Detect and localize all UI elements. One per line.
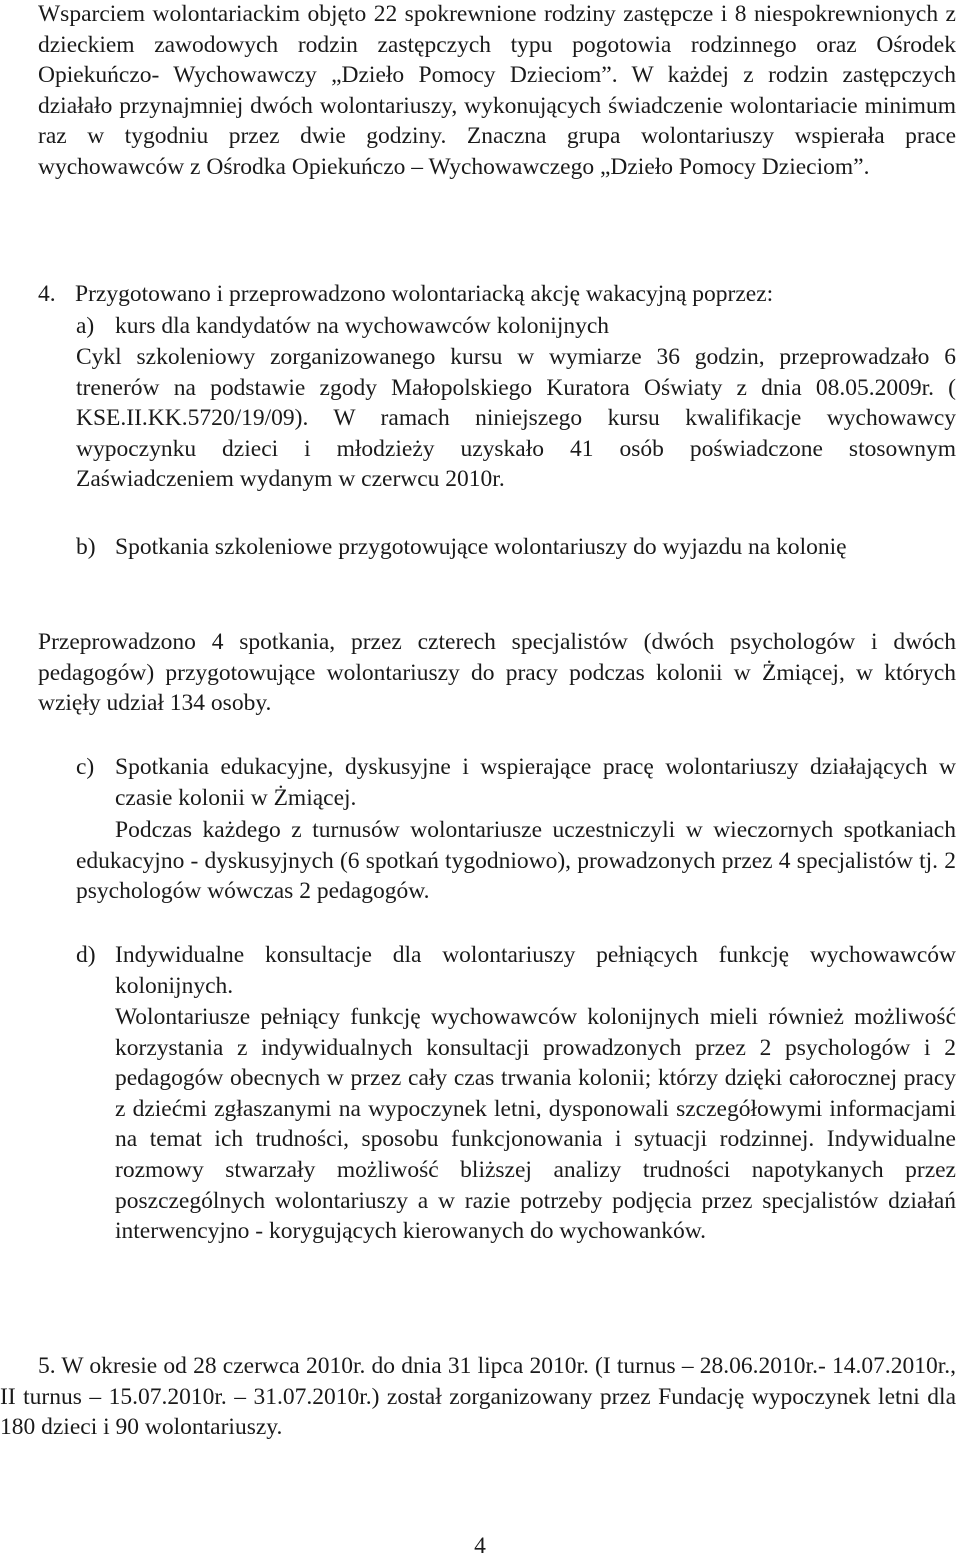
- section-5-text: 5. W okresie od 28 czerwca 2010r. do dnia 31 lipca 2010r. (I turnus – 28.06.2010r.- 14.07.2010r., II turnus – 15.07.2010r. – 31.07.2010r.) został zorganizowany przez Fundację wypoczynek letni dla 180 dzieci i 90 wolontariuszy.: [0, 1353, 956, 1441]
- section-4-number: 4.: [38, 281, 56, 307]
- item-a-heading: [76, 311, 956, 342]
- page-number: 4: [474, 1533, 486, 1559]
- item-c-heading: [76, 752, 956, 813]
- item-d-mark: d): [76, 942, 96, 968]
- item-c-body: Podczas każdego z turnusów wolontariusze uczestniczyli w wieczornych spotkaniach edukacyjno - dyskusyjnych (6 spotkań tygodniowo), prowadzonych przez 4 specjalistów tj. 2 psychologów wówczas 2 pedagogów.: [76, 817, 956, 905]
- section-4-lead: [38, 279, 956, 310]
- item-b-heading-text: Spotkania szkoleniowe przygotowujące wolontariuszy do wyjazdu na kolonię: [115, 534, 847, 560]
- item-a-heading-text: kurs dla kandydatów na wychowawców kolonijnych: [115, 313, 610, 339]
- item-c-mark: c): [76, 754, 95, 780]
- section-4-lead-text: Przygotowano i przeprowadzono wolontariacką akcję wakacyjną poprzez:: [75, 281, 774, 307]
- item-b-body: Przeprowadzono 4 spotkania, przez czterech specjalistów (dwóch psychologów i dwóch pedagogów) przygotowujące wolontariuszy do pracy podczas kolonii w Żmiącej, w których wzięły udział 134 osoby.: [38, 629, 956, 717]
- item-a-mark: a): [76, 313, 95, 339]
- section-5: [0, 1351, 956, 1443]
- section-4: [38, 279, 956, 310]
- item-b-mark: b): [76, 534, 96, 560]
- item-a-body: Cykl szkoleniowy zorganizowanego kursu w wymiarze 36 godzin, przeprowadzało 6 trenerów na podstawie zgody Małopolskiego Kuratora Oświaty z dnia 08.05.2009r. ( KSE.II.KK.5720/19/09). W ramach niniejszego kursu kwalifikacje wychowawcy wypoczynku dzieci i młodzieży uzyskało 41 osób poświadczone stosownym Zaświadczeniem wydanym w czerwcu 2010r.: [76, 344, 956, 493]
- item-d-heading-text: Indywidualne konsultacje dla wolontariuszy pełniących funkcję wychowawców kolonijnych.: [115, 942, 956, 999]
- item-b-heading: [76, 532, 956, 563]
- item-d-body: Wolontariusze pełniący funkcję wychowawców kolonijnych mieli również możliwość korzystania z indywidualnych konsultacji prowadzonych przez 2 psychologów i 2 pedagogów obecnych w przez cały czas trwania kolonii; którzy dzięki całorocznej pracy z dziećmi zgłaszanymi na wypoczynek letni, dysponowali szczegółowymi informacjami na temat ich trudności, sposobu funkcjonowania i sytuacji rodzinnej. Indywidualne rozmowy stwarzały możliwość bliższej analizy trudności napotykanych przez poszczególnych wolontariuszy a w razie potrzeby podjęcia przez specjalistów działań interwencyjno - korygujących kierowanych do wychowanków.: [115, 1004, 956, 1245]
- intro-paragraph: Wsparciem wolontariackim objęto 22 spokrewnione rodziny zastępcze i 8 niespokrewnionych z dzieckiem zawodowych rodzin zastępczych typu pogotowia rodzinnego oraz Ośrodek Opiekuńczo- Wychowawczy „Dzieło Pomocy Dzieciom”. W każdej z rodzin zastępczych działało przynajmniej dwóch wolontariuszy, wykonujących świadczenie wolontariacie minimum raz w tygodniu przez dwie godziny. Znaczna grupa wolontariuszy wspierała prace wychowawców z Ośrodka Opiekuńczo – Wychowawczego „Dzieło Pomocy Dzieciom”.: [38, 1, 956, 180]
- item-d-heading: [76, 940, 956, 1001]
- item-c-heading-text: Spotkania edukacyjne, dyskusyjne i wspierające pracę wolontariuszy działających w czasie kolonii w Żmiącej.: [115, 754, 956, 811]
